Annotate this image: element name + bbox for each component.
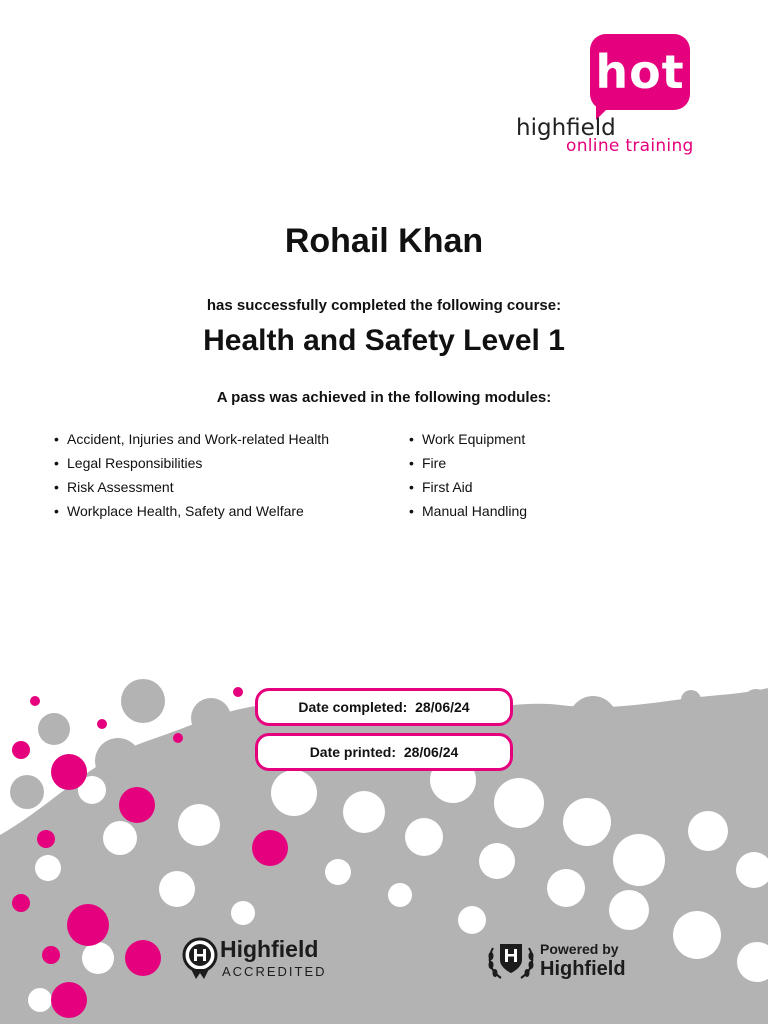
white-dot	[479, 843, 515, 879]
gray-dot	[121, 679, 165, 723]
white-dot	[405, 818, 443, 856]
bullet-icon: •	[54, 503, 59, 519]
pink-dot	[125, 940, 161, 976]
white-dot	[103, 821, 137, 855]
white-dot	[673, 911, 721, 959]
module-item	[54, 499, 329, 523]
date-printed-value: 28/06/24	[403, 744, 459, 760]
white-dot	[178, 804, 220, 846]
pink-dot	[252, 830, 288, 866]
module-item	[409, 427, 527, 451]
module-label: Legal Responsibilities	[67, 455, 203, 471]
module-item	[54, 427, 329, 451]
completion-statement: has successfully completed the following course:	[206, 297, 562, 314]
gray-dot	[534, 749, 574, 789]
module-item	[54, 475, 329, 499]
logo-hot-text: hot	[595, 45, 685, 99]
bullet-icon: •	[54, 479, 59, 495]
date-completed-value: 28/06/24	[415, 699, 470, 715]
shield-icon	[182, 936, 218, 980]
gray-dot	[38, 713, 70, 745]
powered-by-highfield-badge	[485, 936, 645, 984]
bullet-icon: •	[409, 479, 414, 495]
white-dot	[159, 871, 195, 907]
gray-dot	[743, 689, 768, 715]
powered-by-text: Powered by	[540, 941, 619, 957]
white-dot	[388, 883, 412, 907]
white-dot	[547, 869, 585, 907]
gray-dot	[638, 721, 682, 765]
modules-list-left	[54, 427, 329, 523]
powered-brand-text: Highfield	[540, 958, 626, 980]
recipient-name: Rohail Khan	[284, 222, 484, 260]
pink-dot	[233, 687, 243, 697]
date-printed-label: Date printed:	[309, 744, 397, 760]
bullet-icon: •	[409, 431, 414, 447]
modules-list-right	[409, 427, 527, 523]
module-label: Risk Assessment	[67, 479, 174, 495]
laurel-crest-icon	[485, 938, 537, 982]
white-dot	[343, 791, 385, 833]
white-dot	[82, 942, 114, 974]
date-printed-box	[255, 733, 513, 771]
module-label: Accident, Injuries and Work-related Health	[67, 431, 329, 447]
date-completed-label: Date completed:	[298, 699, 408, 715]
course-title: Health and Safety Level 1	[203, 324, 565, 357]
pink-dot	[97, 719, 107, 729]
logo-brand-text: highfield	[516, 115, 616, 141]
white-dot	[613, 834, 665, 886]
pink-dot	[12, 741, 30, 759]
gray-dot	[191, 698, 231, 738]
gray-dot	[10, 775, 44, 809]
pink-dot	[12, 894, 30, 912]
pink-dot	[37, 830, 55, 848]
module-label: First Aid	[422, 479, 473, 495]
module-item	[409, 499, 527, 523]
white-dot	[231, 901, 255, 925]
white-dot	[35, 855, 61, 881]
pink-dot	[51, 982, 87, 1018]
white-dot	[28, 988, 52, 1012]
pink-dot	[173, 733, 183, 743]
module-label: Workplace Health, Safety and Welfare	[67, 503, 304, 519]
pink-dot	[51, 754, 87, 790]
module-label: Work Equipment	[422, 431, 526, 447]
white-dot	[458, 906, 486, 934]
logo-tagline: online training	[566, 136, 694, 156]
date-completed-box	[255, 688, 513, 726]
pink-dot	[30, 696, 40, 706]
accredited-brand-text: Highfield	[220, 936, 319, 962]
gray-dot	[569, 696, 617, 744]
module-item	[54, 451, 329, 475]
highfield-online-training-logo	[512, 34, 702, 160]
pink-dot	[42, 946, 60, 964]
pink-dot	[119, 787, 155, 823]
bullet-icon: •	[54, 455, 59, 471]
white-dot	[563, 798, 611, 846]
gray-dot	[707, 748, 745, 786]
bullet-icon: •	[409, 455, 414, 471]
white-dot	[325, 859, 351, 885]
pink-dot	[67, 904, 109, 946]
module-label: Fire	[422, 455, 447, 471]
white-dot	[688, 811, 728, 851]
module-item	[409, 451, 527, 475]
modules-heading: A pass was achieved in the following modules:	[216, 389, 552, 406]
module-label: Manual Handling	[422, 503, 528, 519]
accredited-sub-text: ACCREDITED	[222, 964, 327, 979]
white-dot	[494, 778, 544, 828]
bullet-icon: •	[409, 503, 414, 519]
highfield-accredited-badge	[182, 936, 342, 984]
module-item	[409, 475, 527, 499]
gray-dot	[95, 738, 141, 784]
white-dot	[271, 770, 317, 816]
bullet-icon: •	[54, 431, 59, 447]
white-dot	[609, 890, 649, 930]
gray-dot	[681, 690, 701, 710]
